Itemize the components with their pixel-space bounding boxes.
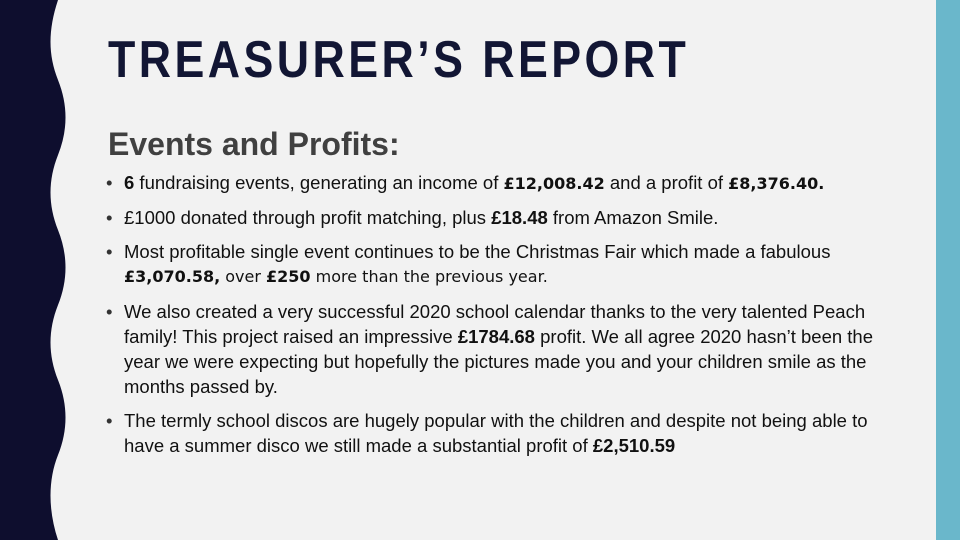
calendar-profit-value: £1784.68	[457, 326, 535, 347]
bullet-text: Most profitable single event continues to be the Christmas Fair which made a fabulous	[124, 241, 831, 262]
disco-profit-value: £2,510.59	[592, 435, 676, 456]
bullet-text: profit. We all agree 2020 hasn’t been the year we were expecting but hopefully the pictures made you and your children smile as the months passed by.	[124, 326, 874, 397]
slide-subtitle: Events and Profits:	[108, 126, 400, 162]
bullet-text: fundraising events, generating an income of	[134, 172, 504, 193]
bullet-text: from Amazon Smile.	[547, 207, 719, 228]
profit-value: £8,376.40.	[728, 174, 825, 193]
wavy-left-band	[0, 0, 80, 540]
bullet-text: and a profit of	[604, 172, 729, 193]
amazon-smile-value: £18.48	[491, 207, 548, 228]
events-count: 6	[124, 172, 135, 193]
bullet-text: We also created a very successful 2020 school calendar thanks to the very talented Peach family! This project raised an impressive	[124, 301, 866, 347]
bullet-text: more than the previous year.	[310, 267, 548, 286]
bullet-text: The termly school discos are hugely popular with the children and despite not being able to have a summer disco we still made a substantial profit of	[124, 410, 868, 456]
bullet-continuation	[124, 264, 904, 290]
bullet-calendar	[104, 299, 904, 399]
bullet-discos	[104, 408, 904, 458]
bullet-text: £1000 donated through profit matching, plus	[124, 207, 492, 228]
bullet-christmas-fair	[104, 239, 904, 290]
bullet-list	[104, 170, 904, 467]
increase-value: £250	[266, 267, 311, 286]
income-value: £12,008.42	[503, 174, 605, 193]
bullet-text: over	[220, 267, 267, 286]
bullet-events-income	[104, 170, 904, 196]
bullet-profit-matching	[104, 205, 904, 230]
christmas-fair-value: £3,070.58,	[124, 267, 221, 286]
right-accent-band	[936, 0, 960, 540]
slide-title: TREASURER’S REPORT	[108, 31, 690, 89]
